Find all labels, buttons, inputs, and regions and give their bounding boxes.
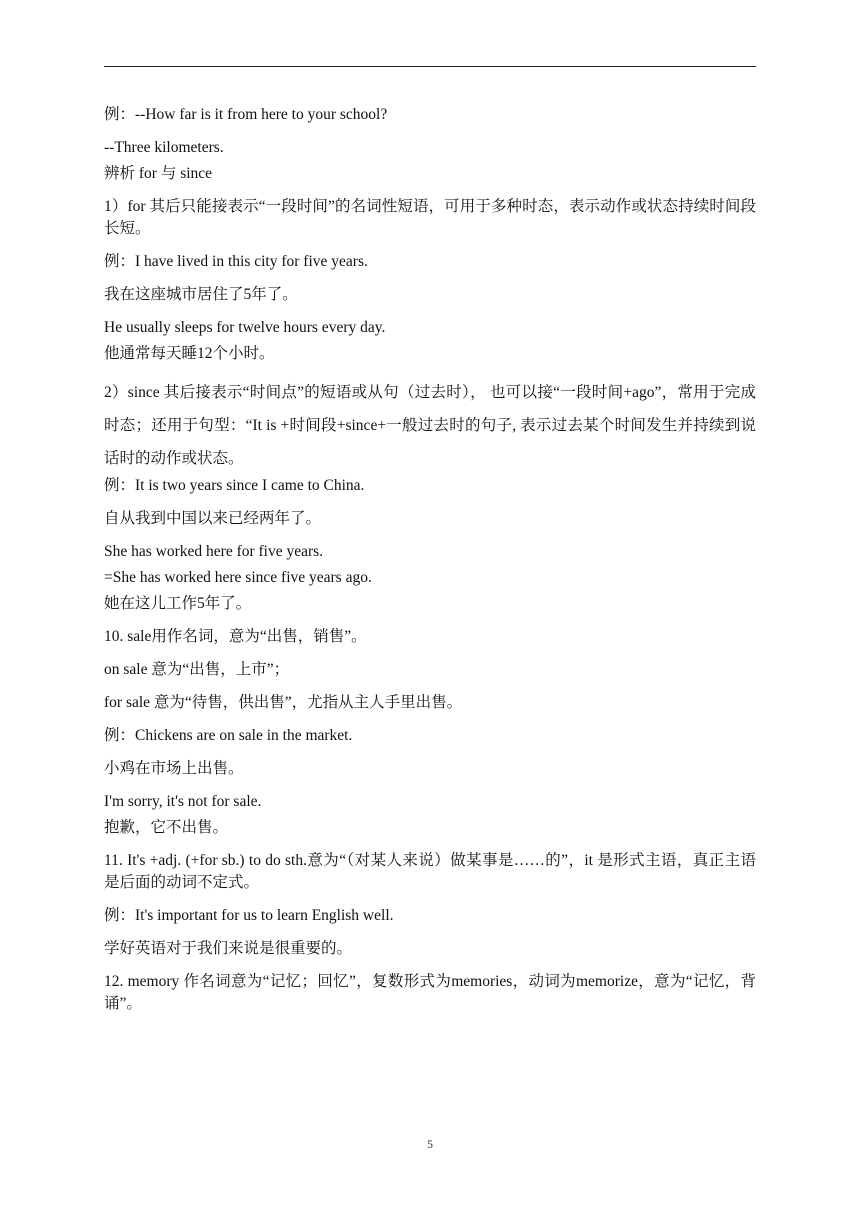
translation-line: 我在这座城市居住了5年了。 [104,286,298,303]
translation-line: 自从我到中国以来已经两年了。 [104,510,322,527]
paragraph-for: 1）for 其后只能接表示“一段时间”的名词性短语，可用于多种时态，表示动作或状态持续时间段长短。 [104,198,756,237]
translation-line: 小鸡在市场上出售。 [104,760,244,777]
definition-line: on sale 意为“出售，上市”； [104,661,290,678]
translation-line: 学好英语对于我们来说是很重要的。 [104,940,353,957]
example-line: =She has worked here since five years ago. [104,569,372,586]
item-12-paragraph: 12. memory 作名词意为“记忆；回忆”，复数形式为memories，动词为memorize，意为“记忆，背诵”。 [104,973,756,1012]
header-rule [104,66,756,67]
example-line: She has worked here for five years. [104,543,324,560]
example-answer: --Three kilometers. [104,139,224,156]
translation-line: 他通常每天睡12个小时。 [104,345,275,362]
example-line: He usually sleeps for twelve hours every day. [104,319,386,336]
item-11-paragraph: 11. It's +adj. (+for sb.) to do sth.意为“（对某人来说）做某事是……的”，it 是形式主语，真正主语是后面的动词不定式。 [104,852,756,891]
item-10-heading: 10. sale用作名词，意为“出售，销售”。 [104,628,367,645]
paragraph-since: 2）since 其后接表示“时间点”的短语或从句（过去时）， 也可以接“一段时间+ago”，常用于完成时态；还用于句型：“It is +时间段+since+一般过去时的句子, 表示过去某个时间发生并持续到说话时的动作或状态。 [104,384,756,467]
example-line: 例：It is two years since I came to China. [104,477,365,494]
example-line: 例：It's important for us to learn English well. [104,907,394,924]
page-number: 5 [427,1137,433,1151]
section-heading: 辨析 for 与 since [104,165,213,182]
document-body [104,104,756,1026]
example-line: 例：Chickens are on sale in the market. [104,727,353,744]
example-line: 例：--How far is it from here to your school? [104,106,388,123]
definition-line: for sale 意为“待售，供出售”，尤指从主人手里出售。 [104,694,463,711]
example-line: I'm sorry, it's not for sale. [104,793,262,810]
example-line: 例：I have lived in this city for five years. [104,253,368,270]
translation-line: 抱歉，它不出售。 [104,819,229,836]
translation-line: 她在这儿工作5年了。 [104,595,252,612]
